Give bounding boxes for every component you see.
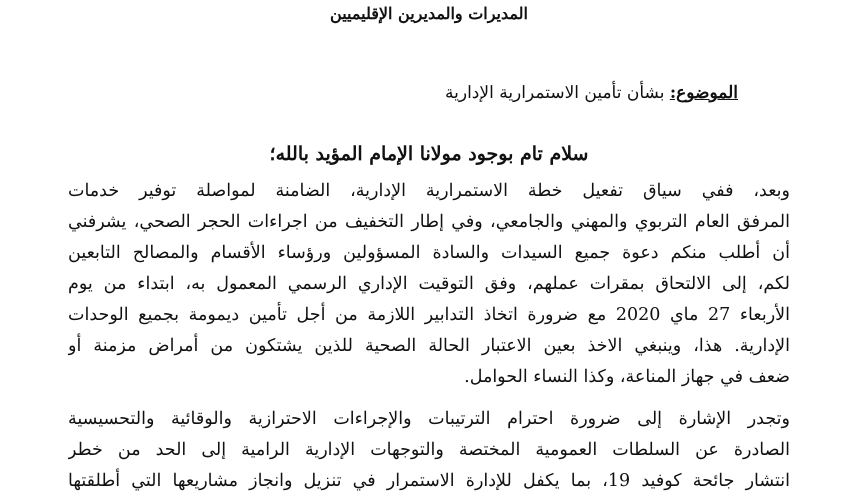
- paragraph-1: [68, 176, 790, 393]
- paragraph-2: [68, 404, 790, 497]
- paragraph-line: أن أطلب منكم دعوة جميع السيدات والسادة المسؤولين ورؤساء الأقسام والمصالح التابعين: [68, 243, 790, 263]
- paragraph-line: الصادرة عن السلطات العمومية المختصة والتوجهات الإدارية الرامية إلى الحد من خطر: [68, 440, 790, 460]
- paragraph-line: ضعف في جهاز المناعة، وكذا النساء الحوامل.: [464, 367, 790, 387]
- subject-label: الموضوع:: [669, 83, 738, 103]
- greeting-line: سلام تام بوجود مولانا الإمام المؤيد بالله؛: [269, 143, 589, 165]
- paragraph-line: وتجدر الإشارة إلى ضرورة احترام الترتيبات والإجراءات الاحترازية والوقائية والتحسيسية: [68, 409, 790, 429]
- paragraph-line: انتشار جائحة كوفيد 19، بما يكفل للإدارة الاستمرار في تنزيل وانجاز مشاريعها التي أطلقتها: [68, 471, 790, 491]
- subject-line: [445, 80, 738, 106]
- paragraph-line: الإدارية. هذا، وينبغي الاخذ بعين الاعتبار الحالة الصحية للذين يشتكون من أمراض مزمنة أو: [68, 336, 790, 356]
- paragraph-line: المرفق العام التربوي والمهني والجامعي، وفي إطار التخفيف من اجراءات الحجر الصحي، يشرفني: [68, 212, 790, 232]
- paragraph-line: وبعد، ففي سياق تفعيل خطة الاستمرارية الإدارية، الضامنة لمواصلة توفير خدمات: [68, 181, 790, 201]
- subject-text: بشأن تأمين الاستمرارية الإدارية: [445, 83, 665, 103]
- paragraph-line: الأربعاء 27 ماي 2020 مع ضرورة اتخاذ التدابير اللازمة من أجل تأمين ديمومة بجميع الوحدات: [68, 305, 790, 325]
- recipients-heading: المديرات والمديرين الإقليميين: [330, 4, 528, 23]
- paragraph-line: لكم، إلى الالتحاق بمقرات عملهم، وفق التوقيت الإداري الرسمي المعمول به، ابتداء من يوم: [68, 274, 790, 294]
